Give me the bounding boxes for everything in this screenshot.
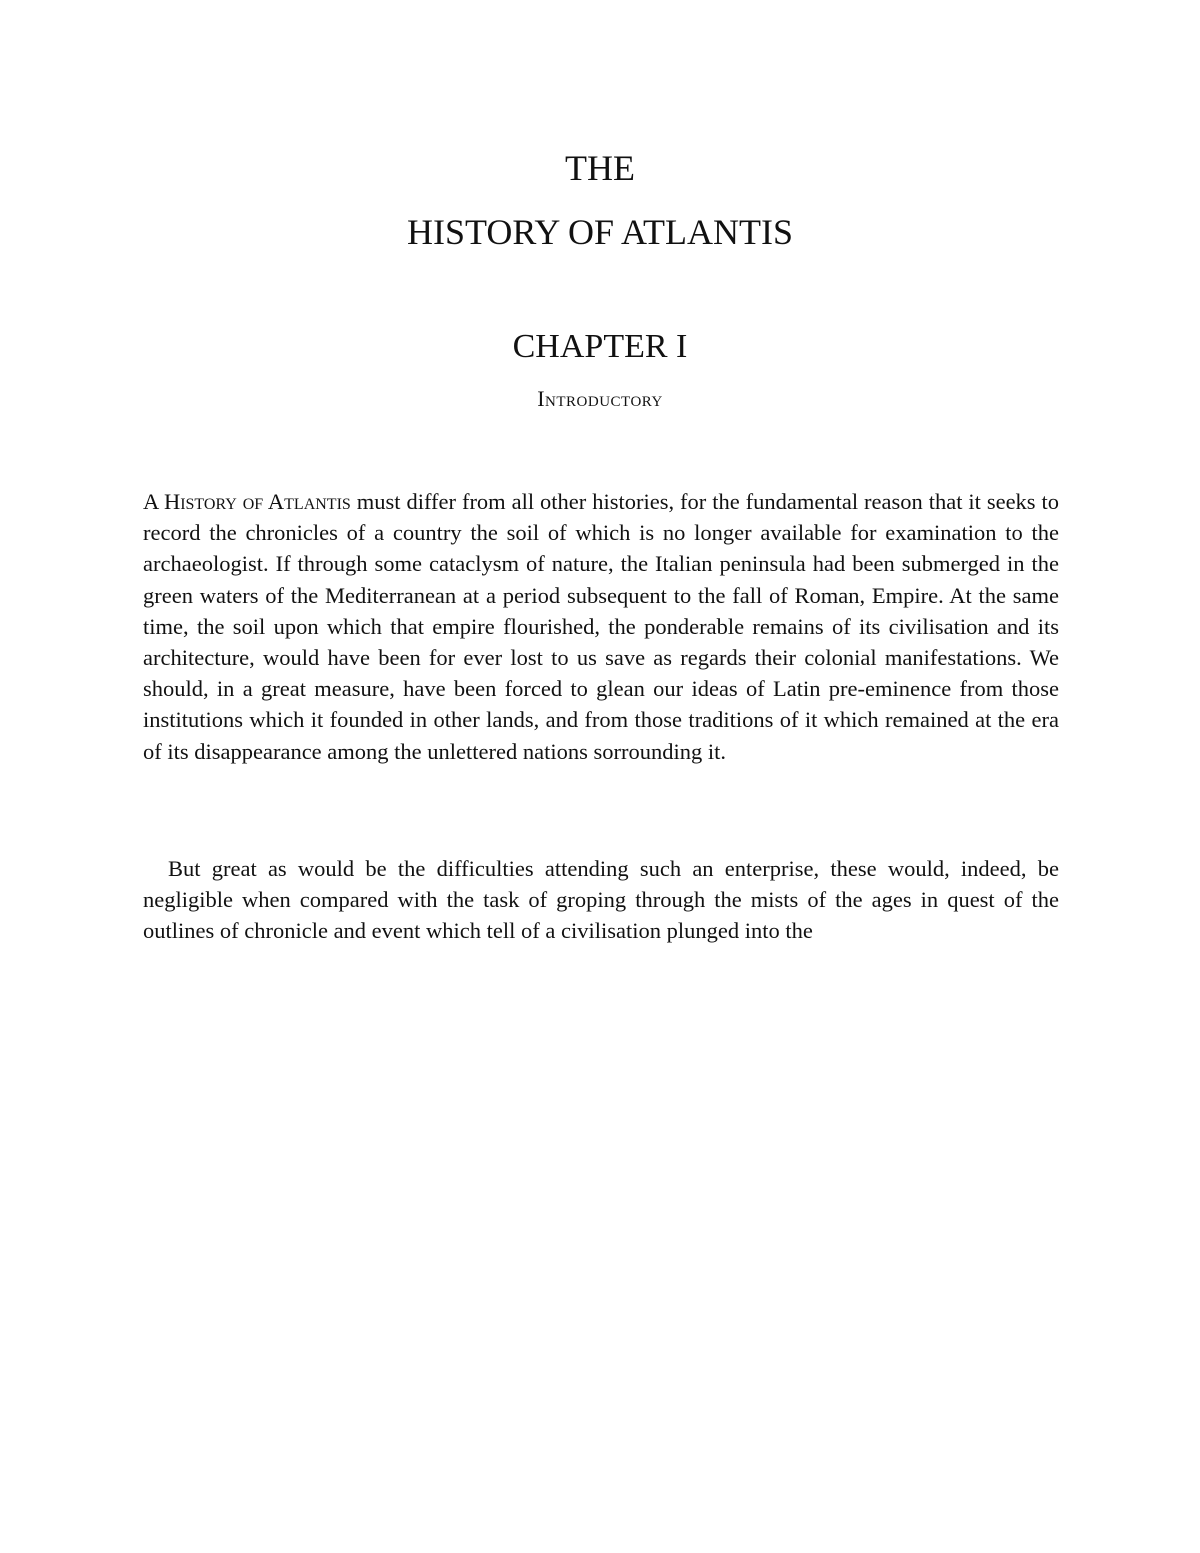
- paragraph-1-text: must differ from all other histories, for the fundamental reason that it seeks to record the chronicles of a country the soil of which is no longer available for examination to the archaeologist. If through some cataclysm of nature, the Italian peninsula had been submerged in the green waters of the Mediterranean at a period subsequent to the fall of Roman, Empire. At the same time, the soil upon which that empire flourished, the ponderable remains of its civilisation and its architecture, would have been for ever lost to us save as regards their colonial manifestations. We should, in a great measure, have been forced to glean our ideas of Latin pre-eminence from those institutions which it founded in other lands, and from those traditions of it which remained at the era of its disappearance among the unlettered nations sorrounding it.: [143, 489, 1059, 764]
- book-title-line-2: HISTORY OF ATLANTIS: [406, 212, 794, 252]
- paragraph-2: But great as would be the difficulties attending such an enterprise, these would, indeed, be negligible when compared with the task of groping through the mists of the ages in quest of the outlines of chronicle and event which tell of a civilisation plunged into the: [143, 856, 1059, 944]
- chapter-subtitle: Introductory: [537, 386, 663, 411]
- paragraph-1-lead: A History of Atlantis: [143, 489, 351, 514]
- chapter-heading: CHAPTER I: [512, 328, 688, 365]
- paragraph-1: [143, 486, 1059, 767]
- book-title-line-1: THE: [565, 148, 635, 188]
